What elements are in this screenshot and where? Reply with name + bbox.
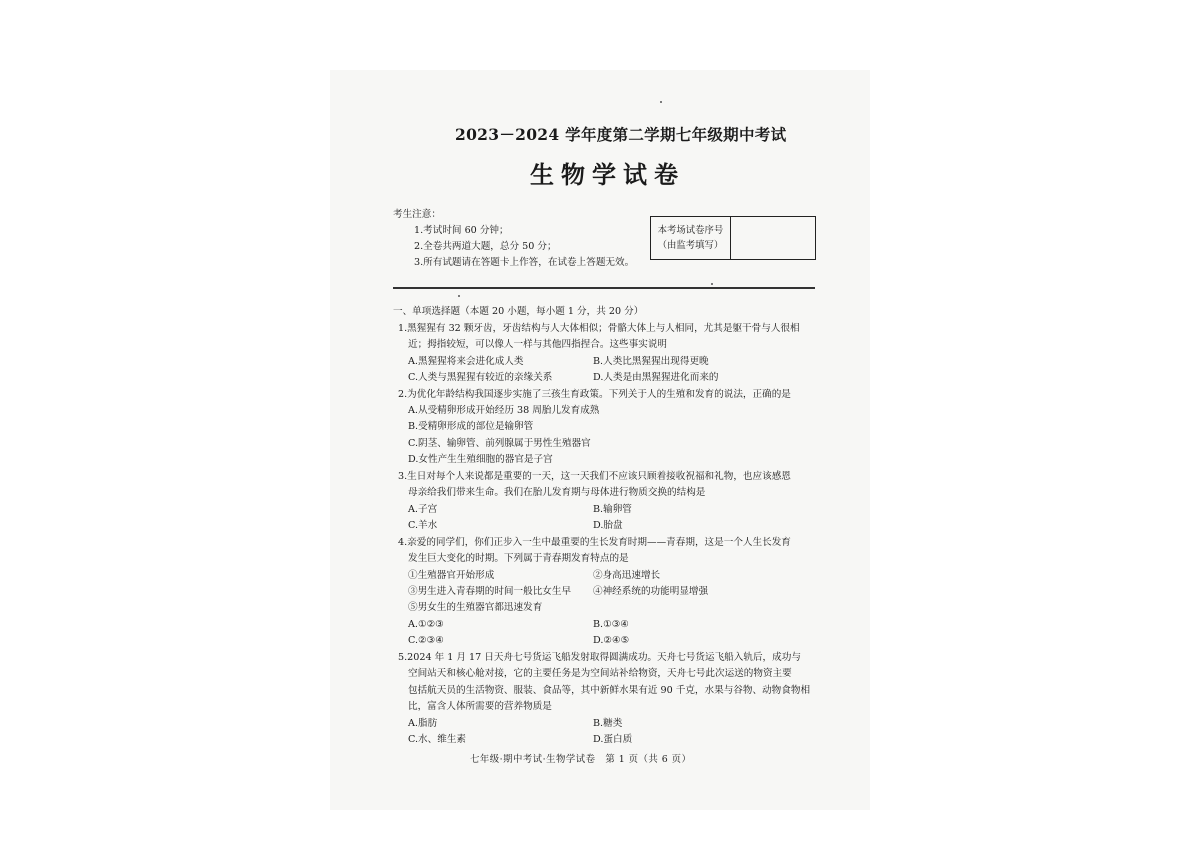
question-stem-line: 包括航天员的生活物资、服装、食品等，其中新鲜水果有近 90 千克，水果与谷物、动物食物相 bbox=[408, 685, 811, 696]
seat-number-box bbox=[650, 216, 816, 260]
option: D.蛋白质 bbox=[593, 734, 633, 745]
section-heading: 一、单项选择题（本题 20 小题，每小题 1 分，共 20 分） bbox=[393, 306, 644, 317]
seat-number-value bbox=[733, 217, 813, 259]
statement-item: ④神经系统的功能明显增强 bbox=[593, 586, 709, 597]
exam-title: 2023－2024 学年度第二学期七年级期中考试 bbox=[455, 125, 787, 144]
option: B.人类比黑猩猩出现得更晚 bbox=[593, 356, 709, 367]
option: C.阴茎、输卵管、前列腺属于男性生殖器官 bbox=[408, 438, 591, 449]
option: A.从受精卵形成开始经历 38 周胎儿发育成熟 bbox=[408, 405, 600, 416]
header-divider bbox=[393, 287, 815, 289]
question-stem-line: 近；拇指较短，可以像人一样与其他四指捏合。这些事实说明 bbox=[408, 339, 668, 350]
option: A.子宫 bbox=[408, 504, 438, 515]
option: C.②③④ bbox=[408, 635, 444, 646]
option: B.输卵管 bbox=[593, 504, 632, 515]
question-stem-line: 母亲给我们带来生命。我们在胎儿发育期与母体进行物质交换的结构是 bbox=[408, 487, 706, 498]
question-stem-line: 4.亲爱的同学们，你们正步入一生中最重要的生长发育时期——青春期，这是一个人生长发育 bbox=[398, 537, 791, 548]
statement-item: ⑤男女生的生殖器官都迅速发育 bbox=[408, 602, 543, 613]
subject-title: 生物学试卷 bbox=[530, 160, 685, 189]
scan-speck bbox=[711, 283, 713, 285]
option: B.受精卵形成的部位是输卵管 bbox=[408, 421, 534, 432]
notice-item: 1.考试时间 60 分钟； bbox=[414, 225, 509, 236]
seat-number-label bbox=[651, 217, 731, 259]
statement-item: ③男生进入青春期的时间一般比女生早 bbox=[408, 586, 572, 597]
seat-number-label-line1: 本考场试卷序号 bbox=[657, 225, 724, 236]
seat-number-label-line2: （由监考填写） bbox=[657, 240, 724, 251]
notice-heading: 考生注意： bbox=[393, 209, 441, 220]
notice-item: 3.所有试题请在答题卡上作答，在试卷上答题无效。 bbox=[414, 257, 635, 268]
option: B.糖类 bbox=[593, 718, 623, 729]
option: D.人类是由黑猩猩进化而来的 bbox=[593, 372, 719, 383]
scan-speck bbox=[660, 101, 662, 103]
option: C.羊水 bbox=[408, 520, 438, 531]
question-stem-line: 空间站天和核心舱对接，它的主要任务是为空间站补给物资，天舟七号此次运送的物资主要 bbox=[408, 668, 792, 679]
question-stem-line: 5.2024 年 1 月 17 日天舟七号货运飞船发射取得圆满成功。天舟七号货运飞船入轨后，成功与 bbox=[398, 652, 801, 663]
question-stem-line: 1.黑猩猩有 32 颗牙齿，牙齿结构与人大体相似；骨骼大体上与人相同，尤其是躯干骨与人很相 bbox=[398, 323, 800, 334]
option: A.脂肪 bbox=[408, 718, 438, 729]
option: A.黑猩猩将来会进化成人类 bbox=[408, 356, 524, 367]
question-stem-line: 2.为优化年龄结构我国逐步实施了三孩生育政策。下列关于人的生殖和发育的说法，正确的是 bbox=[398, 389, 791, 400]
option: B.①③④ bbox=[593, 619, 629, 630]
scan-speck bbox=[458, 295, 460, 297]
option: D.②④⑤ bbox=[593, 635, 630, 646]
option: A.①②③ bbox=[408, 619, 444, 630]
option: D.女性产生生殖细胞的器官是子宫 bbox=[408, 454, 553, 465]
option: C.水、维生素 bbox=[408, 734, 467, 745]
question-stem-line: 发生巨大变化的时期。下列属于青春期发育特点的是 bbox=[408, 553, 629, 564]
question-stem-line: 3.生日对每个人来说都是重要的一天，这一天我们不应该只顾着接收祝福和礼物，也应该感恩 bbox=[398, 471, 791, 482]
statement-item: ①生殖器官开始形成 bbox=[408, 570, 495, 581]
page-footer: 七年级·期中考试·生物学试卷 第 1 页（共 6 页） bbox=[470, 754, 692, 765]
statement-item: ②身高迅速增长 bbox=[593, 570, 661, 581]
question-stem-line: 比，富含人体所需要的营养物质是 bbox=[408, 701, 552, 712]
notice-item: 2.全卷共两道大题，总分 50 分； bbox=[414, 241, 557, 252]
option: D.胎盘 bbox=[593, 520, 623, 531]
option: C.人类与黑猩猩有较近的亲缘关系 bbox=[408, 372, 553, 383]
